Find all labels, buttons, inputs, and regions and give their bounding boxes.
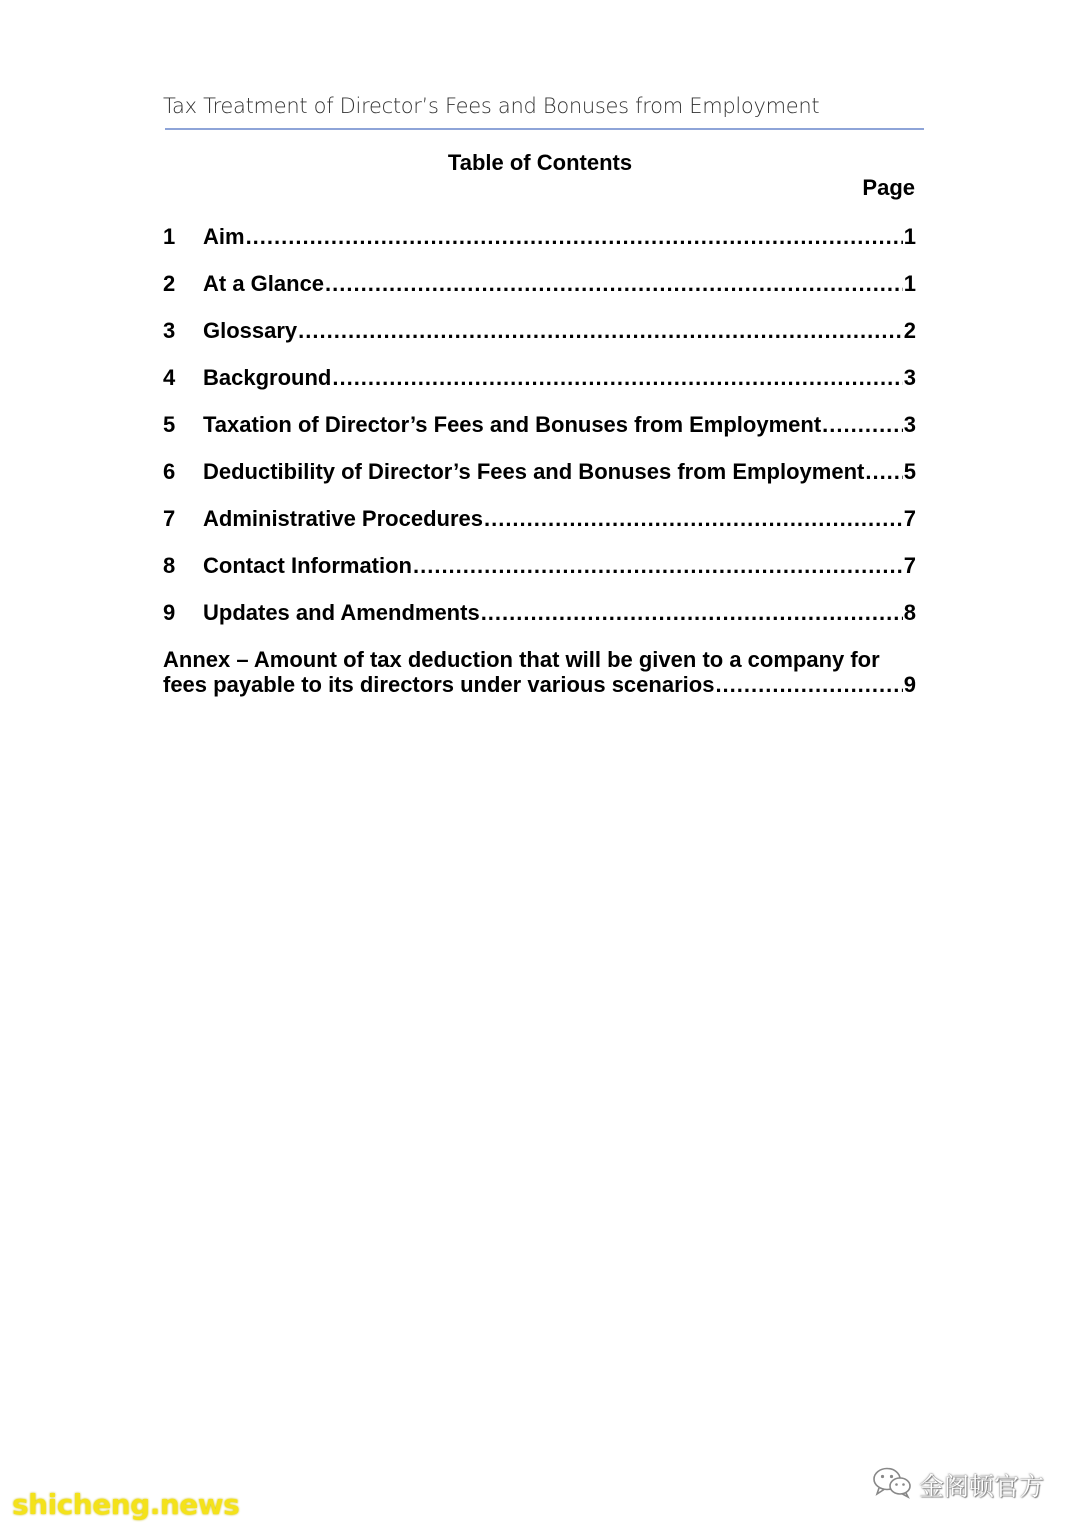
- header-rule: [165, 128, 924, 130]
- annex-label-line1: Annex – Amount of tax deduction that will be given to a company for: [163, 647, 880, 672]
- toc-entry-label: Taxation of Director’s Fees and Bonuses from Employment: [203, 412, 822, 437]
- toc-leader-dots: [325, 271, 903, 297]
- toc-entry-label: Glossary: [203, 318, 298, 343]
- annex-page: 9: [903, 672, 916, 697]
- toc-entry-number: 6: [163, 459, 176, 484]
- toc-entry[interactable]: [163, 506, 916, 553]
- toc-leader-dots: [246, 224, 903, 250]
- toc-entry-page: 1: [903, 271, 916, 296]
- toc-entry-page: 5: [903, 459, 916, 484]
- toc-entry-label: Updates and Amendments: [203, 600, 480, 625]
- toc-annex-entry[interactable]: [163, 647, 916, 697]
- toc-entry-number: 3: [163, 318, 176, 343]
- page-column-label: Page: [862, 175, 915, 200]
- toc-entry[interactable]: [163, 365, 916, 412]
- toc-entry-label: Contact Information: [203, 553, 412, 578]
- site-watermark: shicheng.news: [12, 1488, 240, 1521]
- wechat-icon: [871, 1465, 913, 1505]
- toc-entry[interactable]: [163, 600, 916, 647]
- toc-entry-page: 1: [903, 224, 916, 249]
- account-name: 金阁顿官方: [918, 1472, 1044, 1501]
- toc-entry-number: 9: [163, 600, 176, 625]
- toc-entry-page: 7: [903, 506, 916, 531]
- toc-entry[interactable]: [163, 459, 916, 506]
- toc-entry-number: 2: [163, 271, 176, 296]
- toc-entry-page: 3: [903, 365, 916, 390]
- toc-leader-dots: [481, 600, 903, 626]
- toc-entry[interactable]: [163, 412, 916, 459]
- running-header: Tax Treatment of Director’s Fees and Bonuses from Employment: [163, 94, 820, 118]
- toc-entry-page: 2: [903, 318, 916, 343]
- toc-entry-number: 5: [163, 412, 176, 437]
- toc-entry-label: At a Glance: [203, 271, 325, 296]
- toc-title: Table of Contents: [447, 150, 633, 175]
- toc-leader-dots: [865, 459, 902, 485]
- toc-leader-dots: [484, 506, 903, 532]
- annex-label-line2: fees payable to its directors under various scenarios: [163, 672, 715, 697]
- toc-entry[interactable]: [163, 271, 916, 318]
- toc-leader-dots: [413, 553, 903, 579]
- toc-leader-dots: [822, 412, 903, 438]
- account-watermark: [871, 1465, 1044, 1505]
- toc-entry-page: 7: [903, 553, 916, 578]
- toc-entry-label: Aim: [203, 224, 245, 249]
- toc-entry-number: 7: [163, 506, 176, 531]
- toc-entry[interactable]: [163, 318, 916, 365]
- toc-entry-label: Administrative Procedures: [203, 506, 483, 531]
- toc-leader-dots: [715, 672, 902, 697]
- toc-entry[interactable]: [163, 553, 916, 600]
- toc-entry-page: 8: [903, 600, 916, 625]
- toc-entry-number: 4: [163, 365, 176, 390]
- toc-list: [163, 224, 916, 647]
- toc-entry-label: Deductibility of Director’s Fees and Bonuses from Employment: [203, 459, 865, 484]
- toc-entry-number: 1: [163, 224, 176, 249]
- toc-entry-label: Background: [203, 365, 332, 390]
- toc-entry[interactable]: [163, 224, 916, 271]
- toc-entry-page: 3: [903, 412, 916, 437]
- toc-entry-number: 8: [163, 553, 176, 578]
- toc-leader-dots: [298, 318, 903, 344]
- toc-leader-dots: [332, 365, 902, 391]
